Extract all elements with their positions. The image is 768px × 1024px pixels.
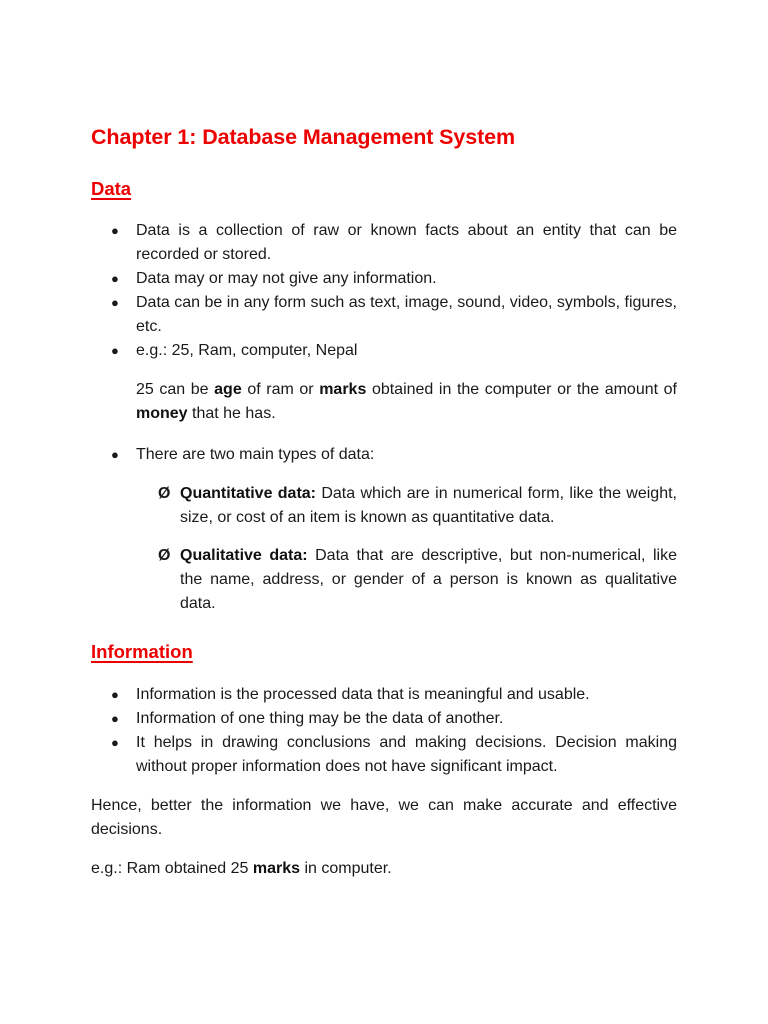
- section-heading-information: Information: [91, 641, 193, 662]
- bullet-icon: ●: [111, 343, 119, 358]
- list-item: [91, 731, 677, 779]
- list-item-text: It helps in drawing conclusions and making decisions. Decision making without proper information does not have significant impact.: [136, 734, 677, 775]
- bold-term-marks: marks: [319, 381, 367, 398]
- text-run: obtained in the computer or the amount of: [366, 381, 677, 398]
- text-run: of ram or: [241, 381, 320, 398]
- list-item: [91, 443, 677, 467]
- section-heading-data: Data: [91, 178, 132, 199]
- list-item-text: Data is a collection of raw or known facts about an entity that can be recorded or stored.: [136, 222, 677, 263]
- data-type-description: Data which are in numerical form, like the weight, size, or cost of an item is known as quantitative data.: [180, 485, 677, 526]
- list-item: [91, 683, 677, 707]
- list-item-text: Data can be in any form such as text, image, sound, video, symbols, figures, etc.: [136, 294, 677, 335]
- information-bullet-list: [91, 683, 677, 779]
- arrow-marker-icon: Ø: [158, 547, 171, 564]
- bold-term-age: age: [214, 381, 242, 398]
- bold-term-money: money: [136, 405, 188, 422]
- data-type-description: Data that are descriptive, but non-numerical, like the name, address, or gender of a person is known as qualitative data.: [180, 547, 677, 612]
- data-type-term: Qualitative data:: [180, 547, 308, 564]
- example-paragraph: [91, 378, 677, 426]
- text-run: that he has.: [187, 405, 276, 422]
- bold-term-marks: marks: [252, 860, 301, 877]
- list-item: [91, 707, 677, 731]
- list-item: [91, 219, 677, 267]
- text-run: 25 can be: [136, 381, 215, 398]
- bullet-icon: ●: [111, 687, 119, 702]
- chapter-title: Chapter 1: Database Management System: [91, 125, 516, 149]
- list-item-text: Information of one thing may be the data of another.: [136, 710, 504, 727]
- bullet-icon: ●: [111, 295, 119, 310]
- data-type-item-quantitative: [91, 482, 677, 530]
- bullet-icon: ●: [111, 735, 119, 750]
- bullet-icon: ●: [111, 223, 119, 238]
- list-item-text: Information is the processed data that is meaningful and usable.: [136, 686, 590, 703]
- bullet-icon: ●: [111, 271, 119, 286]
- bullet-icon: ●: [111, 447, 119, 462]
- bullet-icon: ●: [111, 711, 119, 726]
- list-item: [91, 339, 677, 363]
- data-type-term: Quantitative data:: [180, 485, 317, 502]
- conclusion-text: Hence, better the information we have, we can make accurate and effective decisions.: [91, 797, 677, 838]
- list-item: [91, 291, 677, 339]
- text-run: in computer.: [300, 860, 392, 877]
- arrow-marker-icon: Ø: [158, 485, 171, 502]
- types-bullet: [91, 443, 677, 467]
- data-bullet-list: [91, 219, 677, 363]
- text-run: e.g.: Ram obtained 25: [91, 860, 253, 877]
- list-item-text: Data may or may not give any information.: [136, 270, 437, 287]
- list-item-text: e.g.: 25, Ram, computer, Nepal: [136, 342, 358, 359]
- list-item: [91, 267, 677, 291]
- list-item-text: There are two main types of data:: [136, 446, 375, 463]
- conclusion-paragraph: [91, 794, 677, 842]
- data-type-item-qualitative: [91, 544, 677, 616]
- data-types-list: [91, 482, 677, 630]
- information-example: [91, 857, 677, 881]
